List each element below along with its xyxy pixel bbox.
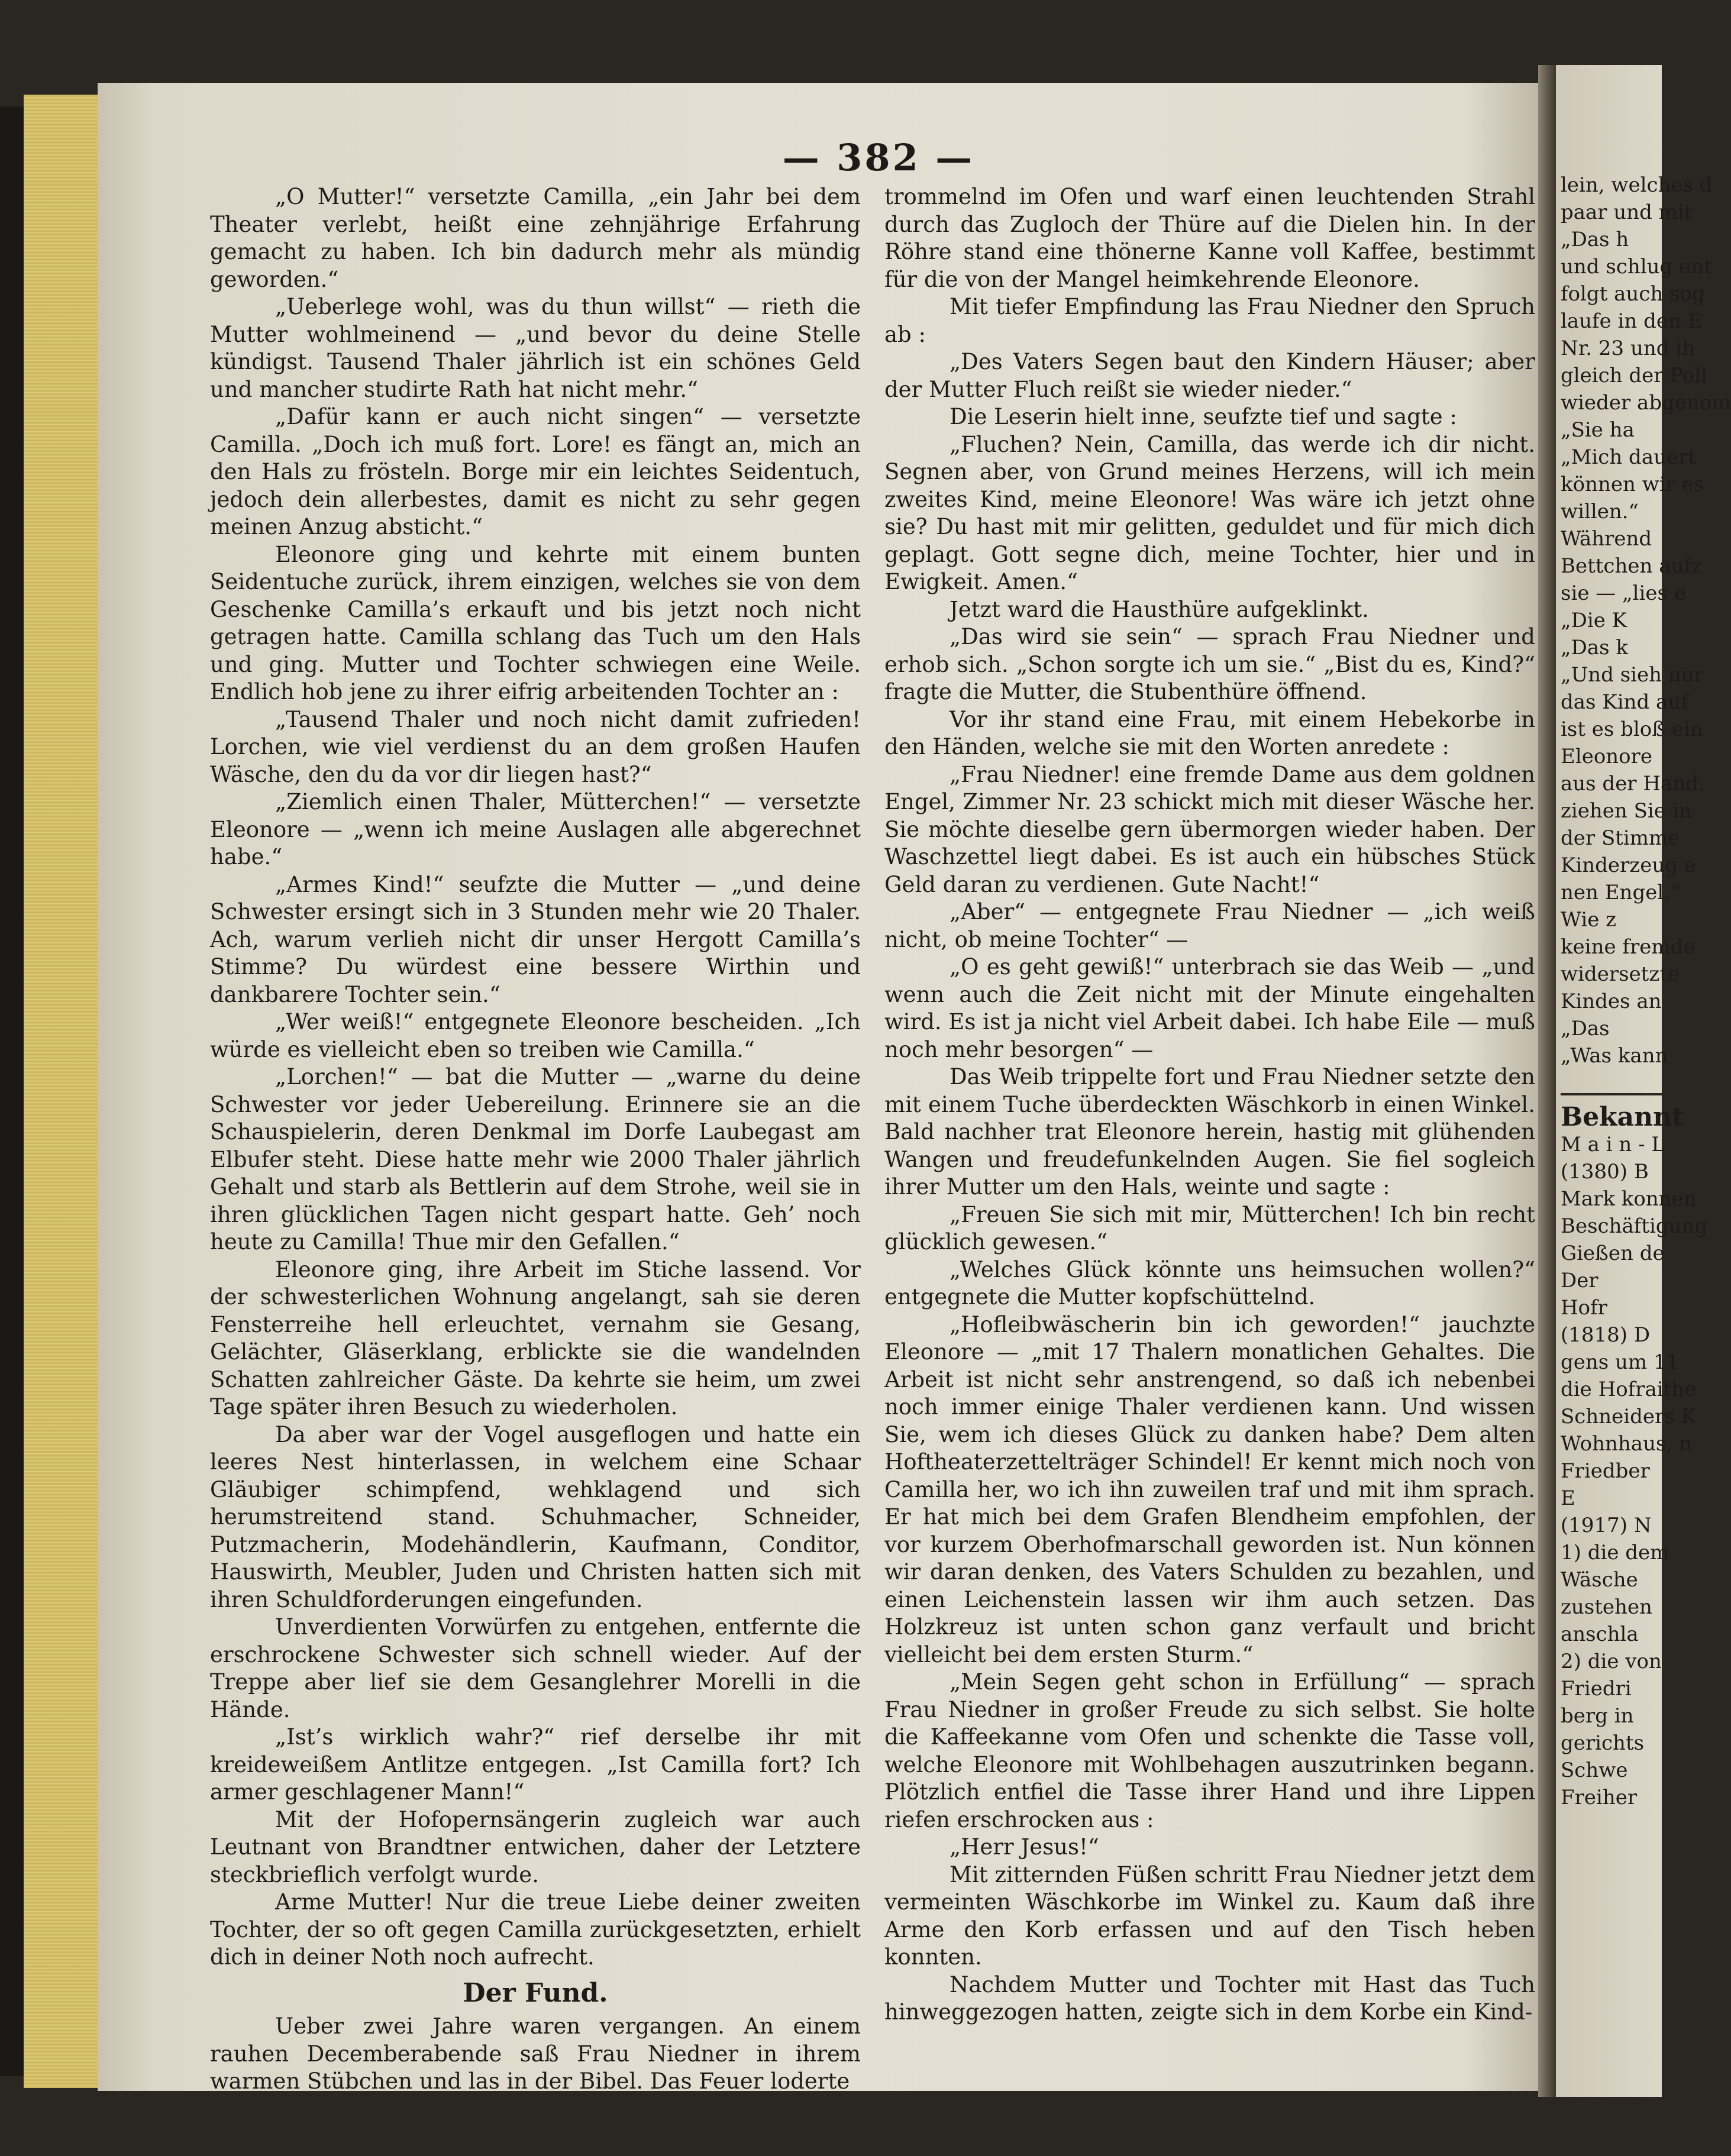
- fragment-line: laufe in den E: [1561, 309, 1703, 333]
- paragraph: Vor ihr stand eine Frau, mit einem Hebekorbe in den Händen, welche sie mit den Worten anredete :: [884, 706, 1535, 759]
- paragraph: Mit zitternden Füßen schritt Frau Niedner jetzt dem vermeinten Wäschkorbe im Winkel zu. Kaum daß ihre Arme den Korb erfassen und auf den Tisch heben konnten.: [884, 1861, 1535, 1970]
- fragment-line: Wäsche: [1561, 1568, 1638, 1592]
- fragment-line: M a i n - L: [1561, 1133, 1665, 1156]
- fragment-line: „Die K: [1561, 609, 1627, 632]
- fragment-line: zustehen: [1561, 1595, 1652, 1619]
- paragraph: „Lorchen!“ — bat die Mutter — „warne du deine Schwester vor jeder Uebereilung. Erinnere sie an die Schauspielerin, deren Denkmal im Dorfe Laubegast am Elbufer steht. Diese hatte mehr wie 2000 Thaler jährlich Gehalt und starb als Bettlerin auf dem Strohe, weil sie in ihren glücklichen Tagen nicht gespart hatte. Geh’ noch heute zu Camilla! Thue mir den Gefallen.“: [210, 1064, 861, 1255]
- next-page-fragment: [1556, 65, 1731, 2097]
- fragment-line: keine fremde: [1561, 935, 1696, 959]
- paragraph: Eleonore ging, ihre Arbeit im Stiche lassend. Vor der schwesterlichen Wohnung angelangt, sah sie deren Fensterreihe hell erleuchtet, vernahm sie Gesang, Gelächter, Gläserklang, erblickte sie die wandelnden Schatten zahlreicher Gäste. Da kehrte sie heim, um zwei Tage später ihren Besuch zu wiederholen.: [210, 1256, 861, 1420]
- fragment-line: Freiher: [1561, 1786, 1638, 1809]
- fragment-line: Wohnhaus, n: [1561, 1432, 1692, 1456]
- paragraph: Mit tiefer Empfindung las Frau Niedner den Spruch ab :: [884, 294, 1535, 347]
- fragment-line: „Das h: [1561, 228, 1629, 251]
- paragraph: Eleonore ging und kehrte mit einem bunten Seidentuche zurück, ihrem einzigen, welches sie von dem Geschenke Camilla’s erkauft und bis jetzt noch nicht getragen hatte. Camilla schlang das Tuch um den Hals und ging. Mutter und Tochter schwiegen eine Weile. Endlich hob jene zu ihrer eifrig arbeitenden Tochter an :: [210, 541, 861, 704]
- paragraph: „Ist’s wirklich wahr?“ rief derselbe ihr mit kreideweißem Antlitze entgegen. „Ist Camilla fort? Ich armer geschlagener Mann!“: [210, 1724, 861, 1805]
- fragment-line: „Das: [1561, 1017, 1610, 1040]
- fragment-line: Nr. 23 und ih: [1561, 337, 1696, 360]
- paragraph: „Das wird sie sein“ — sprach Frau Niedner und erhob sich. „Schon sorgte ich um sie.“ „Bist du es, Kind?“ fragte die Mutter, die Stubenthüre öffnend.: [884, 624, 1535, 704]
- next-page-text: [1556, 65, 1731, 1811]
- paragraph: Die Leserin hielt inne, seufzte tief und sagte :: [950, 404, 1457, 429]
- paragraph: „Hofleibwäscherin bin ich geworden!“ jauchzte Eleonore — „mit 17 Thalern monatlichen Gehaltes. Die Arbeit ist nicht sehr anstrengend, so daß ich nebenbei noch immer einige Thaler verdienen kann. Und wissen Sie, wem ich dieses Glück zu danken habe? Dem alten Hoftheaterzettelträger Schindel! Er kennt mich noch von Camilla her, wo ich ihn zuweilen traf und mit ihm sprach. Er hat mich bei dem Grafen Blendheim empfohlen, der vor kurzem Oberhofmarschall geworden ist. Nun können wir daran denken, des Vaters Schulden zu bezahlen, und einen Leichenstein lassen wir ihm auch setzen. Das Holzkreuz ist unten schon ganz verfault und bricht vielleicht bei dem ersten Sturm.“: [884, 1311, 1535, 1667]
- fragment-line: das Kind auf: [1561, 690, 1688, 714]
- fragment-line: Kindes an: [1561, 990, 1662, 1013]
- fragment-line: Bettchen aufz: [1561, 554, 1702, 578]
- fragment-line: Kinderzeug e: [1561, 854, 1696, 877]
- paragraph: trommelnd im Ofen und warf einen leuchtenden Strahl durch das Zugloch der Thüre auf die Dielen hin. In der Röhre stand eine thönerne Kanne voll Kaffee, bestimmt für die von der Mangel heimkehrende Eleonore.: [884, 184, 1535, 292]
- fragment-heading: Bekannt: [1561, 1093, 1662, 1131]
- fragment-line: willen.“: [1561, 500, 1639, 523]
- fragment-line: aus der Hand,: [1561, 772, 1705, 796]
- paragraph: Ueber zwei Jahre waren vergangen. An einem rauhen Decemberabende saß Frau Niedner in ihrem warmen Stübchen und las in der Bibel. Das Feuer loderte: [210, 2013, 861, 2094]
- paragraph: „Tausend Thaler und noch nicht damit zufrieden! Lorchen, wie viel verdienst du an dem großen Haufen Wäsche, den du da vor dir liegen hast?“: [210, 706, 861, 787]
- fragment-line: 2) die von: [1561, 1650, 1662, 1673]
- fragment-line: (1380) B: [1561, 1160, 1649, 1184]
- paragraph: „Frau Niedner! eine fremde Dame aus dem goldnen Engel, Zimmer Nr. 23 schickt mich mit dieser Wäsche her. Sie möchte dieselbe gern übermorgen wieder haben. Der Waschzettel liegt dabei. Es ist auch ein hübsches Stück Geld daran zu verdienen. Gute Nacht!“: [884, 761, 1535, 897]
- fragment-line: (1818) D: [1561, 1323, 1651, 1347]
- fragment-line: gens um 11: [1561, 1350, 1680, 1374]
- fragment-line: berg in: [1561, 1704, 1634, 1728]
- paragraph: Nachdem Mutter und Tochter mit Hast das Tuch hinweggezogen hatten, zeigte sich in dem Korbe ein Kind-: [884, 1971, 1535, 2025]
- paragraph: „O Mutter!“ versetzte Camilla, „ein Jahr bei dem Theater verlebt, heißt eine zehnjährige Erfahrung gemacht zu haben. Ich bin dadurch mehr als mündig geworden.“: [210, 184, 861, 292]
- fragment-line: sie — „lies e: [1561, 581, 1686, 605]
- paragraph: Da aber war der Vogel ausgeflogen und hatte ein leeres Nest hinterlassen, in welchem eine Schaar Gläubiger schimpfend, wehklagend und sich herumstreitend stand. Schuhmacher, Schneider, Putzmacherin, Modehändlerin, Kaufmann, Conditor, Hauswirth, Meubler, Juden und Christen hatten sich mit ihren Schuldforderungen eingefunden.: [210, 1421, 861, 1612]
- paragraph: „Herr Jesus!“: [950, 1834, 1099, 1860]
- fragment-line: Mark konnen: [1561, 1187, 1697, 1211]
- page-number: — 382 —: [782, 136, 975, 179]
- right-text-column: [884, 183, 1535, 2026]
- fragment-line: wieder abgenom: [1561, 391, 1731, 415]
- fragment-line: ziehen Sie in: [1561, 799, 1692, 823]
- left-text-column: [210, 183, 861, 2096]
- fragment-line: Eleonore: [1561, 745, 1653, 768]
- paragraph: Jetzt ward die Hausthüre aufgeklinkt.: [950, 596, 1369, 622]
- paragraph: Unverdienten Vorwürfen zu entgehen, entfernte die erschrockene Schwester sich schnell wieder. Auf der Treppe aber lief sie dem Gesanglehrer Morelli in die Hände.: [210, 1614, 861, 1722]
- fragment-line: „Was kann: [1561, 1044, 1668, 1068]
- fragment-line: folgt auch sog: [1561, 282, 1705, 306]
- fragment-line: Schneiders K: [1561, 1405, 1696, 1428]
- paragraph: „Aber“ — entgegnete Frau Niedner — „ich weiß nicht, ob meine Tochter“ —: [884, 899, 1535, 952]
- paragraph: „Freuen Sie sich mit mir, Mütterchen! Ich bin recht glücklich gewesen.“: [884, 1201, 1535, 1255]
- fragment-line: lein, welches d: [1561, 173, 1713, 197]
- fragment-line: paar und mit: [1561, 201, 1693, 224]
- paragraph: „Mein Segen geht schon in Erfüllung“ — sprach Frau Niedner in großer Freude zu sich selbst. Sie holte die Kaffeekanne vom Ofen und schenkte die Tasse voll, welche Eleonore mit Wohlbehagen auszutrinken begann. Plötzlich entfiel die Tasse ihrer Hand und ihre Lippen riefen erschrocken aus :: [884, 1669, 1535, 1832]
- paragraph: Arme Mutter! Nur die treue Liebe deiner zweiten Tochter, der so oft gegen Camilla zurückgesetzten, erhielt dich in deiner Noth noch aufrecht.: [210, 1889, 861, 1970]
- fragment-line: 1) die dem: [1561, 1541, 1669, 1565]
- section-heading: Der Fund.: [463, 1977, 608, 2008]
- paragraph: „Fluchen? Nein, Camilla, das werde ich dir nicht. Segnen aber, von Grund meines Herzens, will ich mein zweites Kind, meine Eleonore! Was wäre ich jetzt ohne sie? Du hast mit mir gelitten, geduldet und für mich dich geplagt. Gott segne dich, meine Tochter, hier und in Ewigkeit. Amen.“: [884, 431, 1535, 594]
- fragment-line: Während: [1561, 527, 1652, 551]
- paragraph: „Ueberlege wohl, was du thun willst“ — rieth die Mutter wohlmeinend — „und bevor du deine Stelle kündigst. Tausend Thaler jährlich ist ein schönes Geld und mancher studirte Rath hat nicht mehr.“: [210, 294, 861, 402]
- fragment-line: Schwe: [1561, 1759, 1628, 1782]
- fragment-line: Wie z: [1561, 908, 1617, 932]
- fragment-line: die Hofraithe: [1561, 1378, 1697, 1401]
- fragment-line: können wir es: [1561, 473, 1704, 496]
- fragment-line: ist es bloß ein: [1561, 717, 1703, 741]
- paragraph: Mit der Hofopernsängerin zugleich war auch Leutnant von Brandtner entwichen, daher der Letztere steckbrieflich verfolgt wurde.: [210, 1806, 861, 1887]
- fragment-line: Friedri: [1561, 1677, 1632, 1701]
- paragraph: Das Weib trippelte fort und Frau Niedner setzte den mit einem Tuche überdeckten Wäschkorb in einen Winkel. Bald nachher trat Eleonore herein, hastig mit glühenden Wangen und freudefunkelnden Augen. Sie fiel sogleich ihrer Mutter um den Hals, weinte und sagte :: [884, 1064, 1535, 1200]
- paragraph: „Wer weiß!“ entgegnete Eleonore bescheiden. „Ich würde es vielleicht eben so treiben wie Camilla.“: [210, 1009, 861, 1062]
- paragraph: „Dafür kann er auch nicht singen“ — versetzte Camilla. „Doch ich muß fort. Lore! es fängt an, mich an den Hals zu frösteln. Borge mir ein leichtes Seidentuch, jedoch dein allerbestes, damit es nicht zu sehr gegen meinen Anzug absticht.“: [210, 404, 861, 539]
- fragment-line: (1917) N: [1561, 1514, 1652, 1537]
- paragraph: „Welches Glück könnte uns heimsuchen wollen?“ entgegnete die Mutter kopfschüttelnd.: [884, 1256, 1535, 1310]
- page-block-edges: [24, 95, 101, 2088]
- paragraph: „O es geht gewiß!“ unterbrach sie das Weib — „und wenn auch die Zeit nicht mit der Minute eingehalten wird. Es ist ja nicht viel Arbeit dabei. Ich habe Eile — muß noch mehr besorgen“ —: [884, 954, 1535, 1062]
- paragraph: „Armes Kind!“ seufzte die Mutter — „und deine Schwester ersingt sich in 3 Stunden mehr wie 20 Thaler. Ach, warum verlieh nicht dir unser Hergott Camilla’s Stimme? Du würdest eine bessere Wirthin und dankbarere Tochter sein.“: [210, 871, 861, 1007]
- fragment-line: „Und sieh nur: [1561, 663, 1704, 687]
- fragment-line: gleich der Poli: [1561, 364, 1708, 387]
- fragment-line: nen Engel.“: [1561, 881, 1681, 904]
- fragment-line: E: [1561, 1486, 1575, 1510]
- fragment-line: Hofr: [1561, 1296, 1607, 1320]
- paragraph: „Ziemlich einen Thaler, Mütterchen!“ — versetzte Eleonore — „wenn ich meine Auslagen alle abgerechnet habe.“: [210, 789, 861, 869]
- paragraph: „Des Vaters Segen baut den Kindern Häuser; aber der Mutter Fluch reißt sie wieder nieder.“: [884, 349, 1535, 402]
- book-cover-edge: [0, 106, 24, 2076]
- fragment-line: Beschäftigung: [1561, 1214, 1708, 1238]
- fragment-line: der Stimme: [1561, 826, 1680, 850]
- fragment-line: „Mich dauert: [1561, 445, 1697, 469]
- fragment-line: Gießen de: [1561, 1242, 1665, 1265]
- fragment-line: „Das k: [1561, 636, 1629, 660]
- fragment-line: Der: [1561, 1269, 1598, 1292]
- fragment-line: gerichts: [1561, 1731, 1645, 1755]
- fragment-line: anschla: [1561, 1622, 1639, 1646]
- fragment-line: Friedber: [1561, 1459, 1650, 1483]
- fragment-line: und schlug ent: [1561, 255, 1712, 279]
- fragment-line: widersetzte: [1561, 962, 1680, 986]
- fragment-line: „Sie ha: [1561, 418, 1635, 442]
